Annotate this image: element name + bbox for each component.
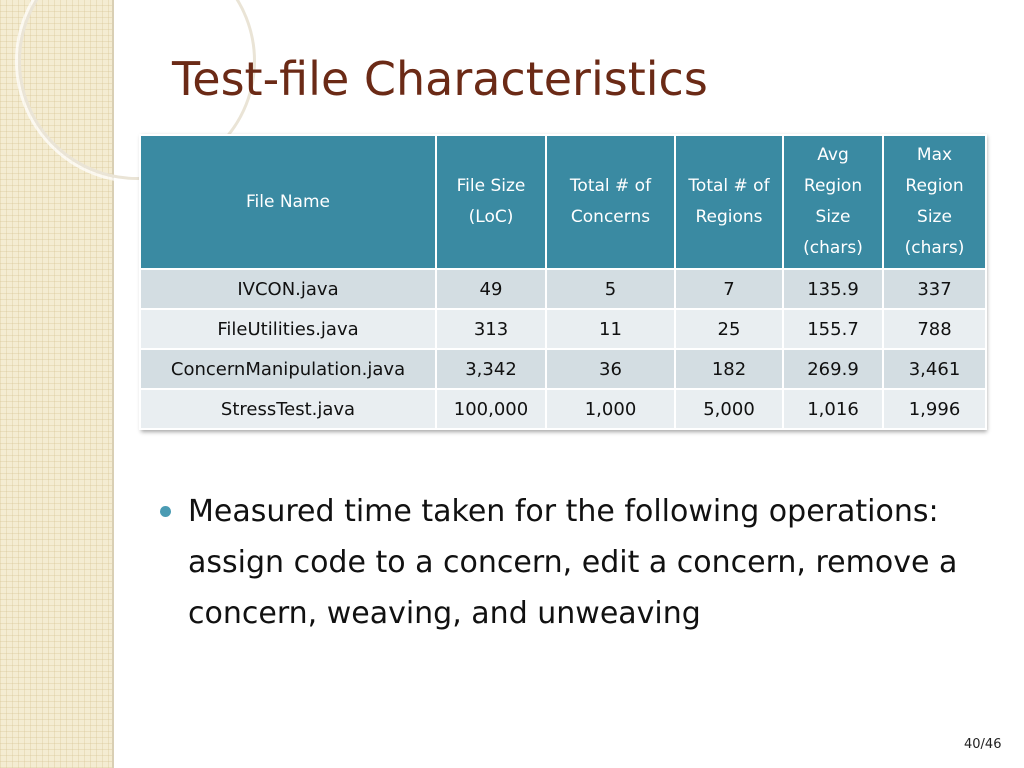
- table-row: [140, 389, 986, 429]
- bullet-text: Measured time taken for the following operations: assign code to a concern, edit a concern, remove a concern, weaving, and unweaving: [188, 494, 958, 631]
- cell-file-name: FileUtilities.java: [140, 309, 436, 349]
- cell-total-regions: 25: [675, 309, 783, 349]
- cell-max-region-size: 3,461: [883, 349, 986, 389]
- cell-avg-region-size: 135.9: [783, 269, 883, 309]
- cell-total-concerns: 11: [546, 309, 675, 349]
- header-total-concerns: Total # of Concerns: [546, 135, 675, 269]
- cell-file-size: 3,342: [436, 349, 546, 389]
- header-file-size: File Size (LoC): [436, 135, 546, 269]
- cell-total-concerns: 5: [546, 269, 675, 309]
- page-number: 40/46: [964, 737, 1002, 752]
- cell-total-regions: 7: [675, 269, 783, 309]
- header-max-region-size: Max Region Size (chars): [883, 135, 986, 269]
- cell-total-regions: 5,000: [675, 389, 783, 429]
- cell-avg-region-size: 155.7: [783, 309, 883, 349]
- header-total-regions: Total # of Regions: [675, 135, 783, 269]
- table-row: [140, 349, 986, 389]
- cell-file-name: StressTest.java: [140, 389, 436, 429]
- cell-total-regions: 182: [675, 349, 783, 389]
- bullet-list: [158, 486, 978, 639]
- cell-file-size: 100,000: [436, 389, 546, 429]
- table-row: [140, 309, 986, 349]
- cell-avg-region-size: 269.9: [783, 349, 883, 389]
- slide-title: Test-file Characteristics: [172, 52, 708, 106]
- cell-max-region-size: 1,996: [883, 389, 986, 429]
- cell-file-name: IVCON.java: [140, 269, 436, 309]
- header-file-name: File Name: [140, 135, 436, 269]
- cell-max-region-size: 337: [883, 269, 986, 309]
- cell-total-concerns: 36: [546, 349, 675, 389]
- cell-file-name: ConcernManipulation.java: [140, 349, 436, 389]
- table-header-row: [140, 135, 986, 269]
- cell-file-size: 313: [436, 309, 546, 349]
- table-row: [140, 269, 986, 309]
- bullet-item: [158, 486, 978, 639]
- header-avg-region-size: Avg Region Size (chars): [783, 135, 883, 269]
- cell-total-concerns: 1,000: [546, 389, 675, 429]
- cell-avg-region-size: 1,016: [783, 389, 883, 429]
- cell-max-region-size: 788: [883, 309, 986, 349]
- bullet-dot-icon: [160, 506, 171, 517]
- cell-file-size: 49: [436, 269, 546, 309]
- characteristics-table-container: [139, 134, 985, 430]
- characteristics-table: [139, 134, 987, 430]
